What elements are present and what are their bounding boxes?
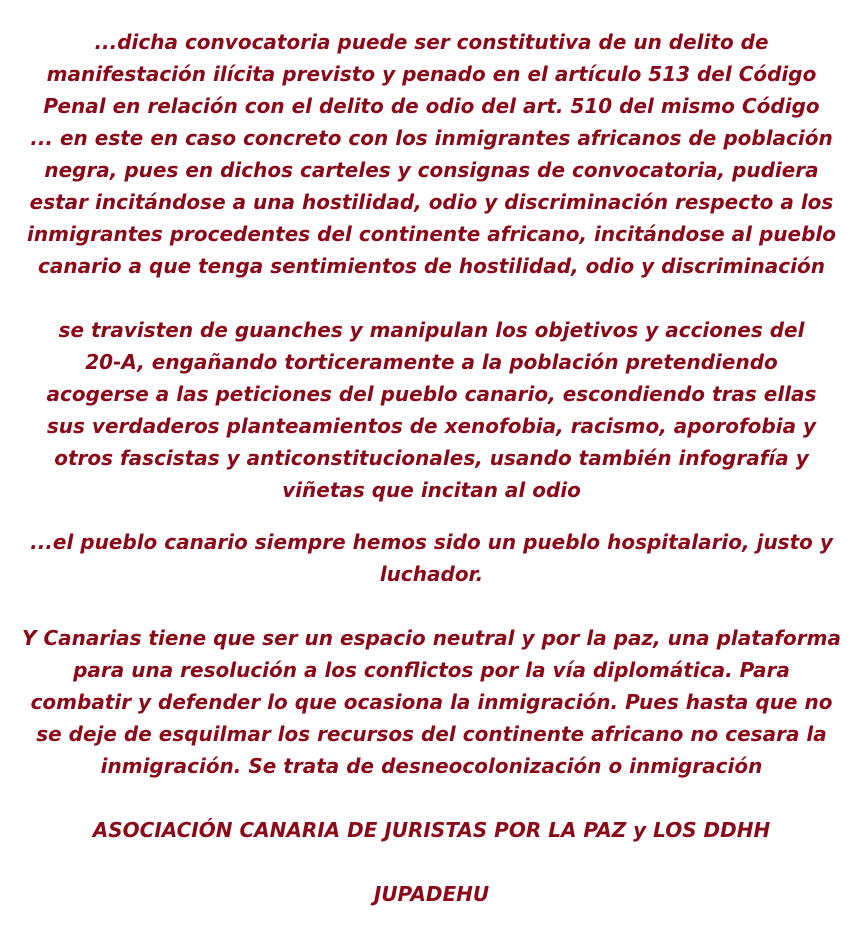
text-line: manifestación ilícita previsto y penado en el artículo 513 del Código	[46, 62, 817, 86]
paragraph-legal-citation	[14, 26, 849, 282]
paragraph-hospitality	[14, 526, 849, 590]
paragraph-spacer	[14, 590, 849, 622]
paragraph-spacer	[14, 846, 849, 878]
text-line: canario a que tenga sentimientos de hostilidad, odio y discriminación	[38, 254, 825, 278]
signature-acronym-block	[14, 878, 849, 910]
paragraph-spacer	[14, 782, 849, 814]
text-line: inmigrantes procedentes del continente africano, incitándose al pueblo	[27, 222, 836, 246]
text-line: 20-A, engañando torticeramente a la población pretendiendo	[85, 350, 778, 374]
document-body	[14, 26, 849, 910]
text-line: combatir y defender lo que ocasiona la inmigración. Pues hasta que no	[30, 690, 833, 714]
text-line: se deje de esquilmar los recursos del continente africano no cesara la	[36, 722, 827, 746]
text-line: luchador.	[379, 562, 484, 586]
paragraph-spacer	[14, 282, 849, 314]
text-line: para una resolución a los conflictos por la vía diplomática. Para	[73, 658, 790, 682]
text-line: se travisten de guanches y manipulan los objetivos y acciones del	[58, 318, 805, 342]
organization-name: ASOCIACIÓN CANARIA DE JURISTAS POR LA PAZ y LOS DDHH	[92, 818, 771, 842]
paragraph-accusation	[14, 314, 849, 506]
text-line: negra, pues en dichos carteles y consignas de convocatoria, pudiera	[44, 158, 819, 182]
text-line: ... en este en caso concreto con los inmigrantes africanos de población	[30, 126, 833, 150]
signature-organization-block	[14, 814, 849, 846]
text-line: otros fascistas y anticonstitucionales, usando también infografía y	[54, 446, 809, 470]
text-line: acogerse a las peticiones del pueblo canario, escondiendo tras ellas	[46, 382, 817, 406]
paragraph-neutrality	[14, 622, 849, 782]
text-line: inmigración. Se trata de desneocolonización o inmigración	[100, 754, 763, 778]
text-line: viñetas que incitan al odio	[282, 478, 581, 502]
text-line: ...dicha convocatoria puede ser constitutiva de un delito de	[94, 30, 769, 54]
text-line: Y Canarias tiene que ser un espacio neutral y por la paz, una plataforma	[22, 626, 841, 650]
paragraph-spacer	[14, 506, 849, 526]
text-line: ...el pueblo canario siempre hemos sido un pueblo hospitalario, justo y	[30, 530, 833, 554]
text-line: Penal en relación con el delito de odio del art. 510 del mismo Código	[43, 94, 820, 118]
text-line: sus verdaderos planteamientos de xenofobia, racismo, aporofobia y	[46, 414, 817, 438]
organization-acronym: JUPADEHU	[373, 882, 490, 906]
text-line: estar incitándose a una hostilidad, odio y discriminación respecto a los	[29, 190, 834, 214]
